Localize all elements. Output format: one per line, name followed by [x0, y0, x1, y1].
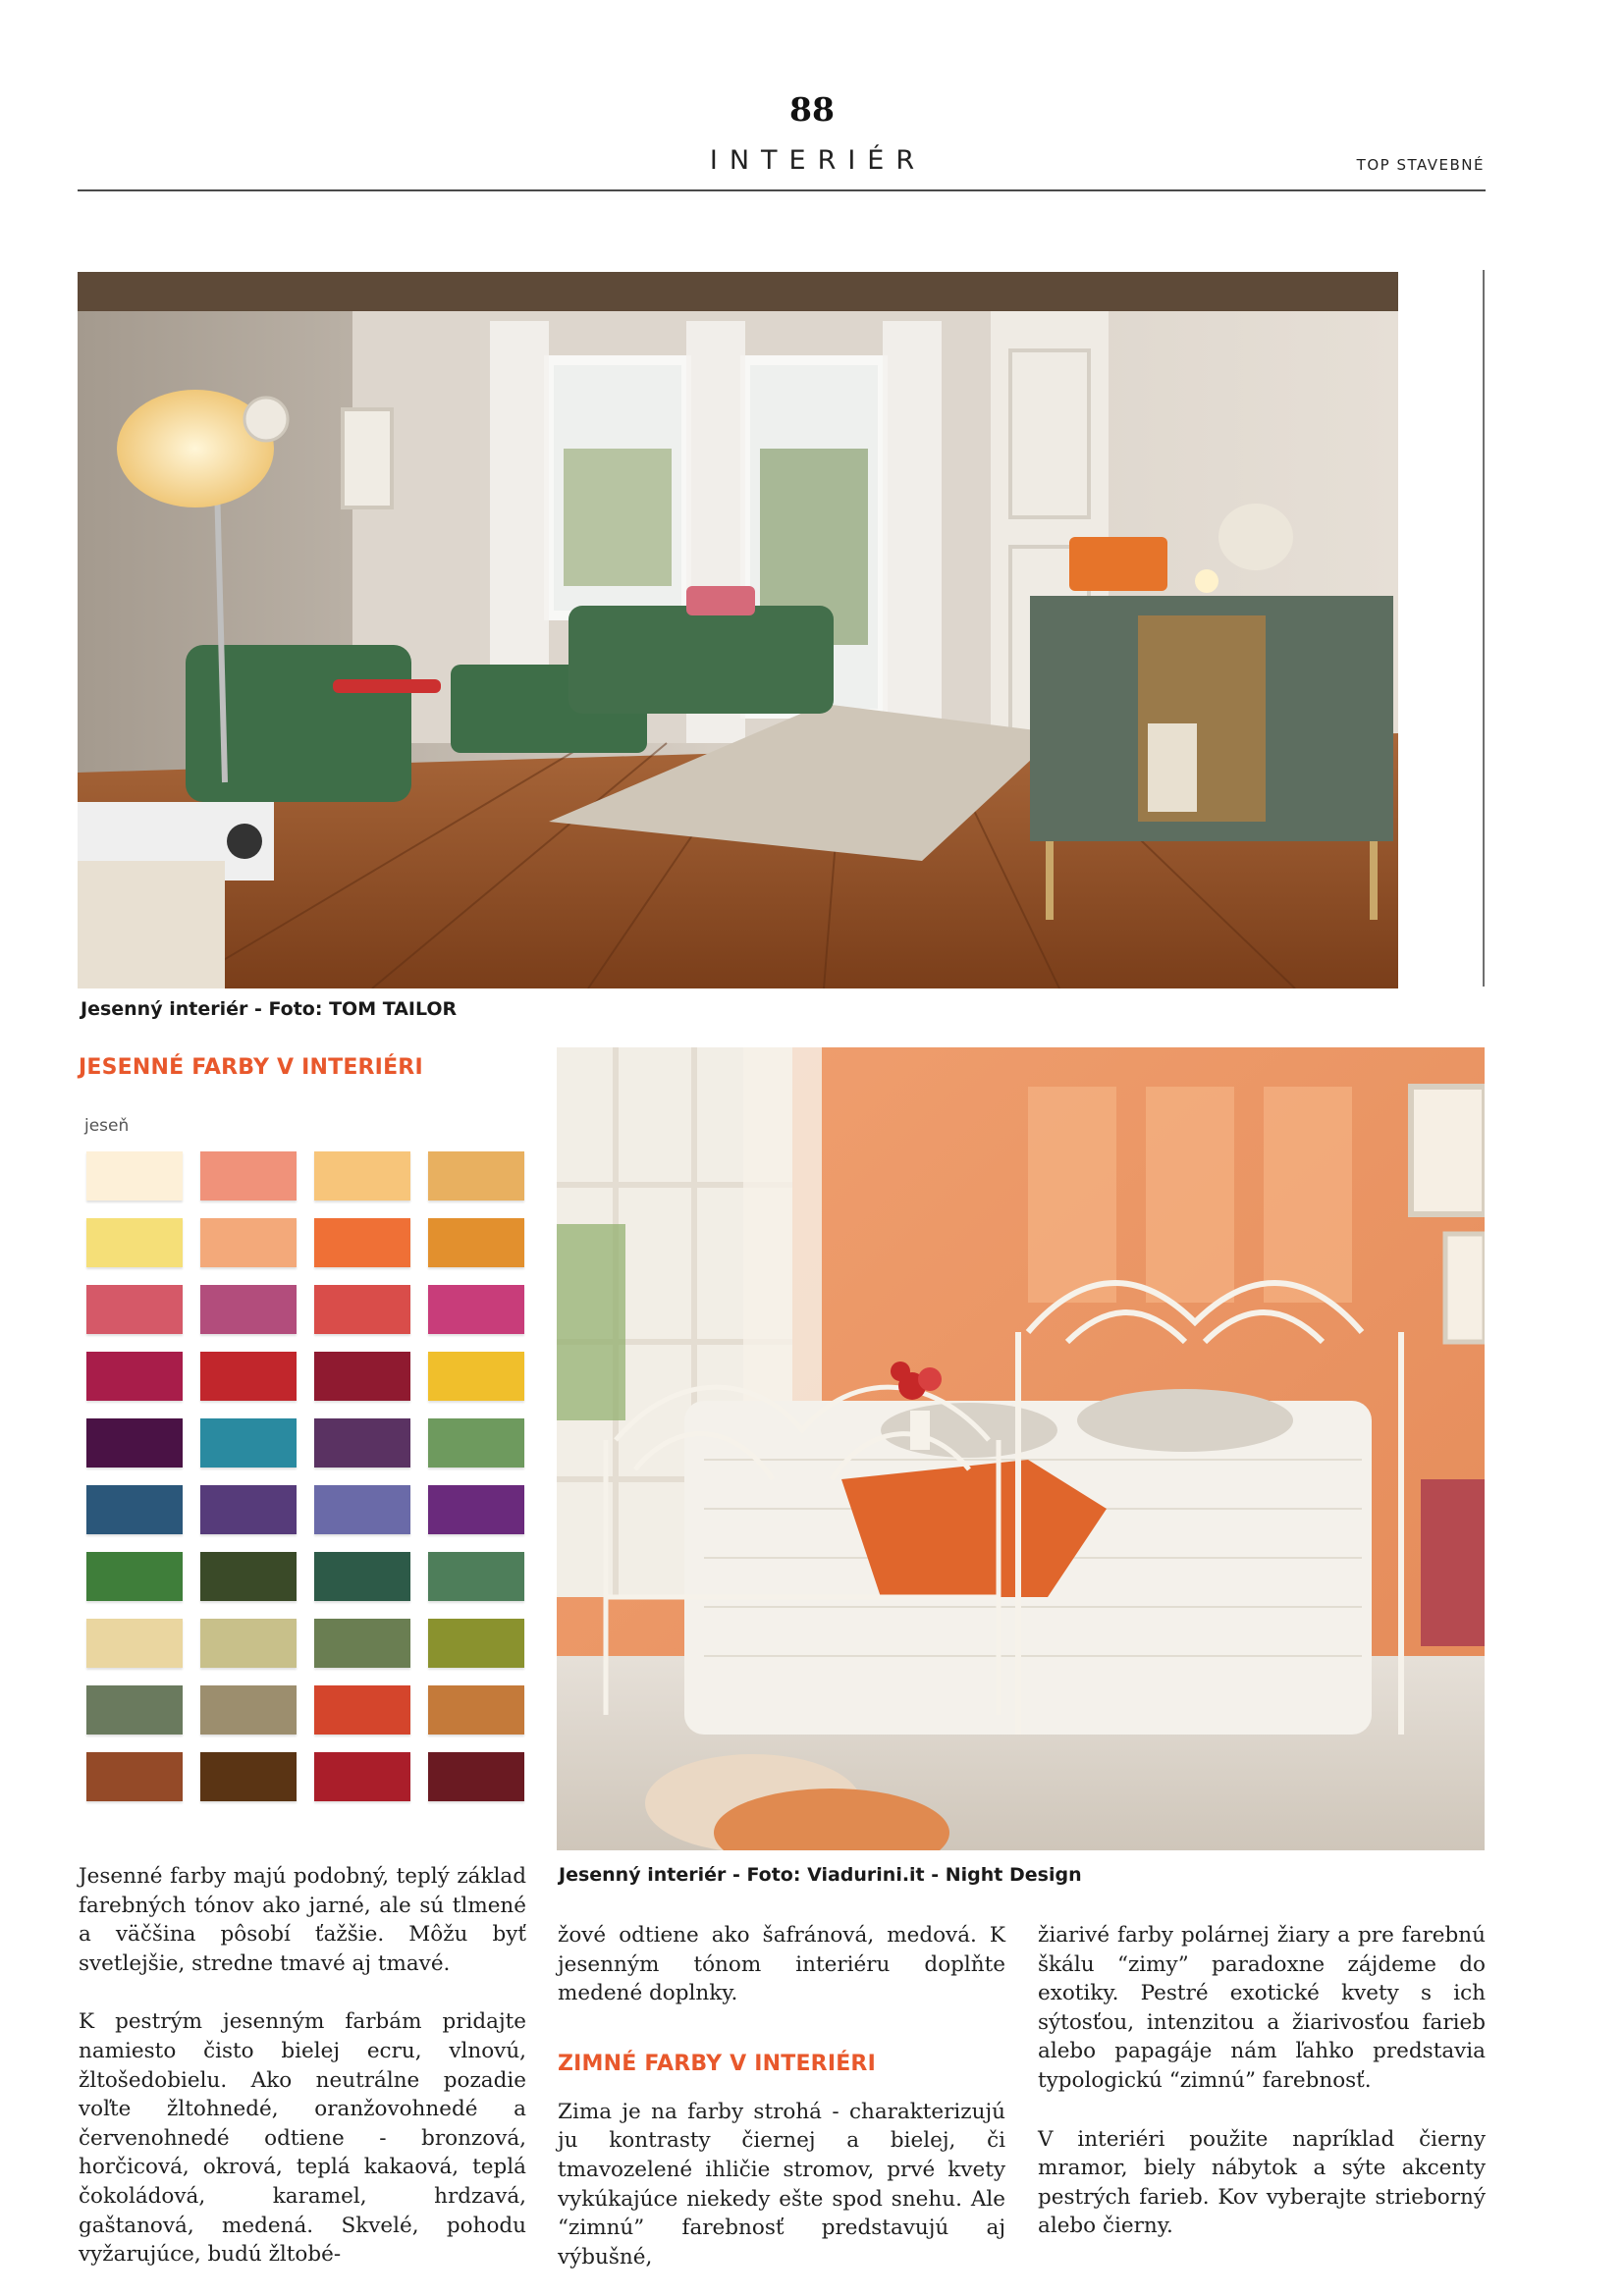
col3-paragraph-2: V interiéri použite napríklad čierny mramor, biely nábytok a sýte akcenty pestrých farieb. Kov vyberajte strieborný alebo čierny.	[1038, 2126, 1486, 2239]
color-swatch	[86, 1218, 183, 1267]
color-swatch	[200, 1285, 297, 1334]
color-swatch	[200, 1685, 297, 1735]
section-title: INTERIÉR	[709, 145, 927, 176]
color-swatch	[86, 1685, 183, 1735]
header-divider	[78, 189, 1486, 191]
color-swatch	[314, 1218, 410, 1267]
color-swatch	[428, 1619, 524, 1668]
col1-paragraph-2: K pestrým jesenným farbám pridajte namiesto čisto bielej ecru, vlnovú, žltošedobielu. Ako neutrálne pozadie voľte žltohnedé, oranžovohnedé a červenohnedé odtiene - bronzová, horčicová, okrová, teplá kakaová, teplá čokoládová, karamel, hrdzavá, gaštanová, medená. Skvelé, pohodu vyžarujúce, budú žltobé-	[79, 2009, 526, 2268]
color-swatch	[314, 1485, 410, 1534]
bedroom-photo-caption: Jesenný interiér - Foto: Viadurini.it - Night Design	[559, 1864, 1082, 1886]
color-swatch	[314, 1352, 410, 1401]
winter-colors-heading: ZIMNÉ FARBY V INTERIÉRI	[558, 2051, 876, 2076]
color-swatch	[86, 1619, 183, 1668]
color-swatch	[428, 1552, 524, 1601]
color-swatch	[86, 1752, 183, 1801]
color-swatch	[428, 1418, 524, 1468]
color-swatch	[86, 1418, 183, 1468]
color-swatch	[428, 1218, 524, 1267]
magazine-name: TOP STAVEBNÉ	[1356, 156, 1485, 174]
color-swatch	[428, 1151, 524, 1201]
color-swatch	[200, 1352, 297, 1401]
top-photo-caption: Jesenný interiér - Foto: TOM TAILOR	[81, 998, 458, 1020]
text-column-1	[79, 1862, 526, 2269]
column-divider	[1483, 270, 1485, 987]
color-swatch	[86, 1552, 183, 1601]
color-swatch	[200, 1151, 297, 1201]
col3-paragraph-1: žiarivé farby polárnej žiary a pre farebnú škálu “zimy” paradoxne zájdeme do exotiky. Pestré exotické kvety s ich sýtosťou, intenzitou a žiarivosťou farieb alebo papagáje nám ľahko predstavia typologickú “zimnú” farebnosť.	[1038, 1923, 1486, 2093]
color-swatch	[86, 1285, 183, 1334]
color-swatch	[200, 1552, 297, 1601]
color-swatch	[314, 1685, 410, 1735]
color-swatch	[428, 1485, 524, 1534]
bedroom-photo	[557, 1047, 1485, 1850]
color-swatch	[314, 1752, 410, 1801]
text-column-2	[558, 1921, 1005, 2271]
color-swatch	[314, 1619, 410, 1668]
color-swatch	[86, 1485, 183, 1534]
living-room-photo	[78, 272, 1398, 988]
color-swatch	[200, 1418, 297, 1468]
color-swatch	[428, 1285, 524, 1334]
autumn-color-palette	[79, 1104, 526, 1799]
col1-paragraph-1: Jesenné farby majú podobný, teplý základ farebných tónov ako jarné, ale sú tlmené a väčšina pôsobí ťažšie. Môžu byť svetlejšie, stredne tmavé aj tmavé.	[79, 1864, 526, 1976]
page-number: 88	[789, 90, 835, 129]
color-swatch	[428, 1752, 524, 1801]
color-swatch	[200, 1619, 297, 1668]
color-swatch	[314, 1418, 410, 1468]
color-swatch	[314, 1285, 410, 1334]
color-swatch	[314, 1151, 410, 1201]
color-swatch	[200, 1485, 297, 1534]
color-swatch	[200, 1752, 297, 1801]
color-swatch	[200, 1218, 297, 1267]
text-column-3	[1038, 1921, 1486, 2241]
color-swatch	[314, 1552, 410, 1601]
col2-paragraph-1: žové odtiene ako šafránová, medová. K jesenným tónom interiéru doplňte medené doplnky.	[558, 1923, 1005, 2006]
color-swatch	[428, 1352, 524, 1401]
color-swatch	[428, 1685, 524, 1735]
autumn-colors-heading: JESENNÉ FARBY V INTERIÉRI	[79, 1055, 423, 1080]
color-swatch	[86, 1151, 183, 1201]
color-swatch	[86, 1352, 183, 1401]
palette-label: jeseň	[84, 1116, 130, 1136]
col2-paragraph-2: Zima je na farby strohá - charakterizujú ju kontrasty čiernej a bielej, či tmavozelené ihličie stromov, prvé kvety vykúkajúce niekedy ešte spod snehu. Ale “zimnú” farebnosť predstavujú aj výbušné,	[558, 2099, 1005, 2269]
